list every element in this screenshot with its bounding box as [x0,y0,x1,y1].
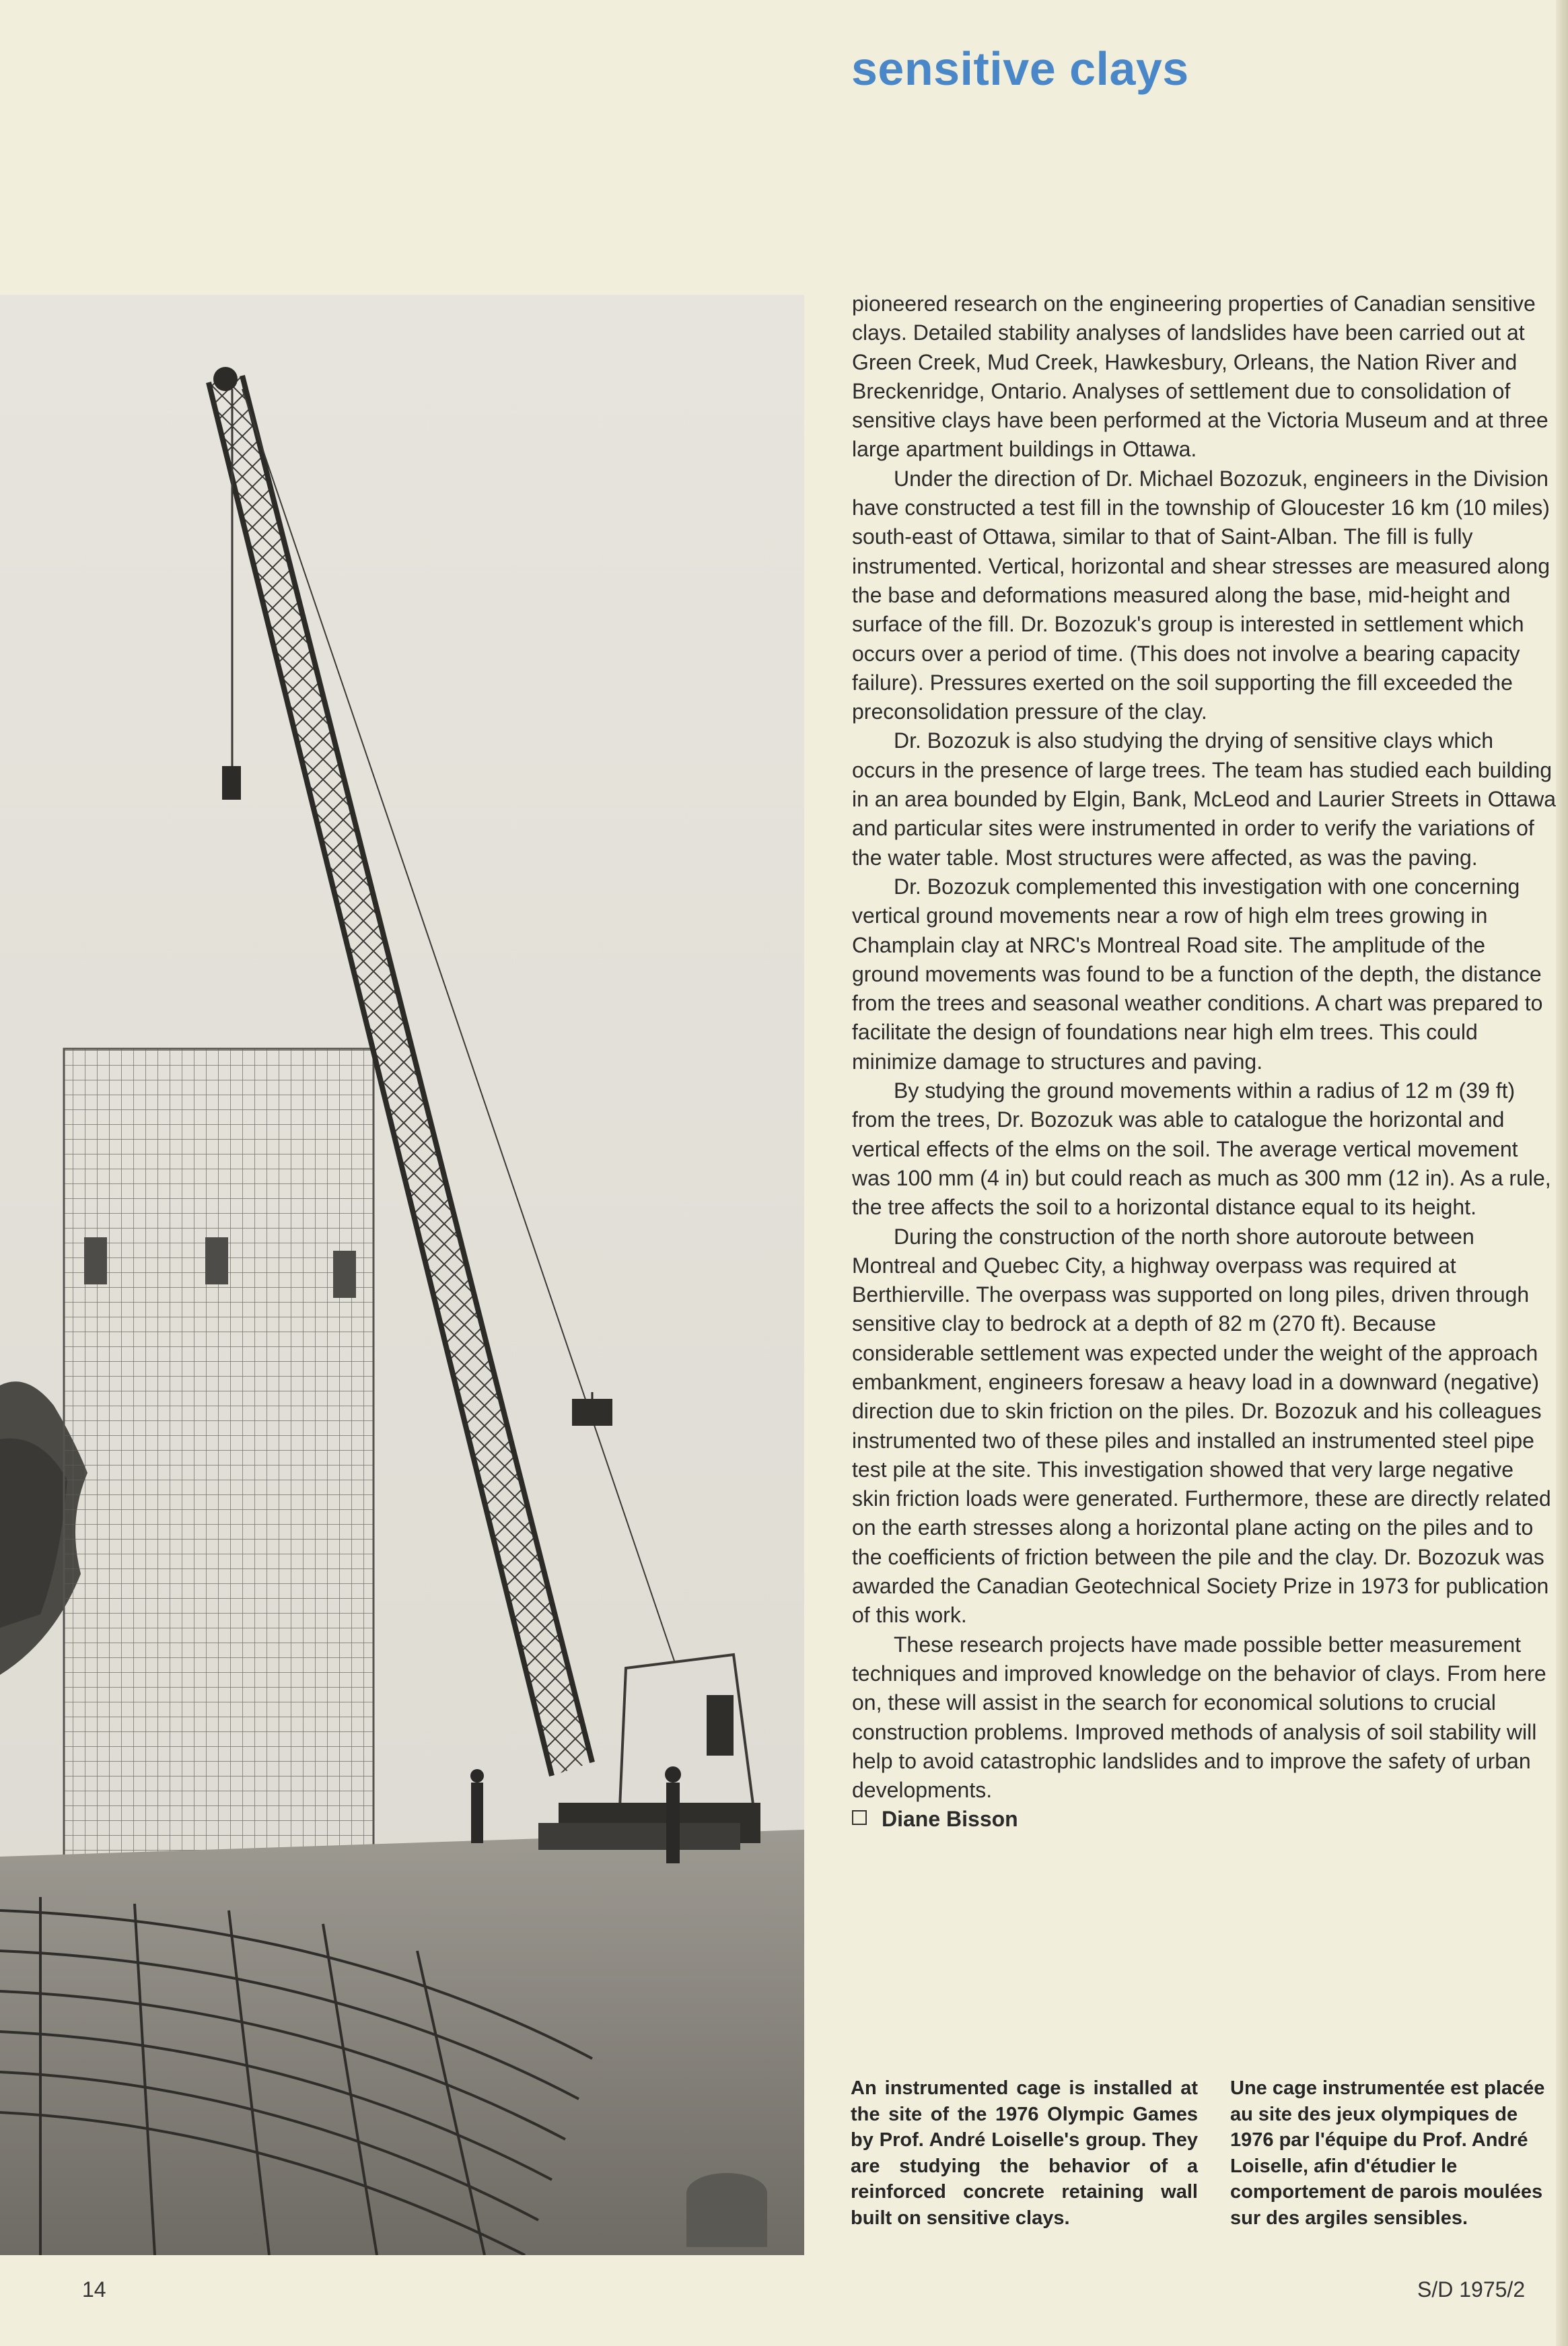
crane-construction-photo [0,295,804,2255]
article-paragraph: Dr. Bozozuk is also studying the drying of sensitive clays which occurs in the presence of large trees. The team has studied each building in an area bounded by Elgin, Bank, McLeod and Laurier Streets in Ottawa and particular sites were instrumented in order to verify the variations of the water table. Most structures were affected, as was the paving. [852,728,1556,870]
end-square-icon [852,1810,867,1825]
author-name: Diane Bisson [882,1807,1018,1832]
article-paragraph: pioneered research on the engineering properties of Canadian sensitive clays. Detailed stability analyses of landslides have been carried out at Green Creek, Mud Creek, Hawkesbury, Orleans, the Nation River and Breckenridge, Ontario. Analyses of settlement due to consolidation of sensitive clays have been performed at the Victoria Museum and at three large apartment buildings in Ottawa. [852,291,1548,462]
caption-english: An instrumented cage is installed at the site of the 1976 Olympic Games by Prof. André Loiselle's group. They are studying the behavior of a reinforced concrete retaining wall built on sensitive clays. [851,2077,1198,2229]
article-paragraph: By studying the ground movements within a radius of 12 m (39 ft) from the trees, Dr. Bozozuk was able to catalogue the horizontal and vertical effects of the elms on the soil. The average vertical movement was 100 mm (4 in) but could reach as much as 300 mm (12 in). As a rule, the tree affects the soil to a horizontal distance equal to its height. [852,1078,1551,1220]
article-paragraph: These research projects have made possible better measurement techniques and improved knowledge on the behavior of clays. From here on, these will assist in the search for economical solutions to crucial construction problems. Improved methods of analysis of soil stability will help to avoid catastrophic landslides and to improve the safety of urban developments. [852,1632,1546,1803]
caption-french: Une cage instrumentée est placée au site des jeux olympiques de 1976 par l'équipe du Prof. André Loiselle, afin d'étudier le comportement de parois moulées sur des argiles sensibles. [1230,2077,1545,2229]
page-edge-shadow [1556,0,1568,2346]
article-paragraph: During the construction of the north shore autoroute between Montreal and Quebec City, a highway overpass was required at Berthierville. The overpass was supported on long piles, driven through sensitive clay to bedrock at a depth of 82 m (270 ft). Because considerable settlement was expected under the weight of the approach embankment, engineers foresaw a heavy load in a downward (negative) direction due to skin friction on the piles. Dr. Bozozuk and his colleagues instrumented two of these piles and installed an instrumented steel pipe test pile at the site. This investigation showed that very large negative skin friction loads were generated. Furthermore, these are directly related on the earth stresses along a horizontal plane acting on the piles and to the coefficients of friction between the pile and the clay. Dr. Bozozuk was awarded the Canadian Geotechnical Society Prize in 1973 for publication of this work. [852,1224,1551,1628]
article-paragraph: Dr. Bozozuk complemented this investigation with one concerning vertical ground movements near a row of high elm trees growing in Champlain clay at NRC's Montreal Road site. The amplitude of the ground movements was found to be a function of the depth, the distance from the trees and seasonal weather conditions. A chart was prepared to facilitate the design of foundations near high elm trees. This could minimize damage to structures and paving. [852,874,1543,1074]
page-number: 14 [82,2277,106,2302]
article-paragraph: Under the direction of Dr. Michael Bozozuk, engineers in the Division have constructed a test fill in the township of Gloucester 16 km (10 miles) south-east of Ottawa, similar to that of Saint-Alban. The fill is fully instrumented. Vertical, horizontal and shear stresses are measured along the base and deformations measured along the base, mid-height and surface of the fill. Dr. Bozozuk's group is interested in settlement which occurs over a period of time. (This does not involve a bearing capacity failure). Pressures exerted on the soil supporting the fill exceeded the preconsolidation pressure of the clay. [852,466,1550,724]
issue-label: S/D 1975/2 [1417,2277,1526,2302]
article-body [852,289,1556,1834]
page-title: sensitive clays [851,42,1189,95]
author-line [852,1805,1556,1834]
